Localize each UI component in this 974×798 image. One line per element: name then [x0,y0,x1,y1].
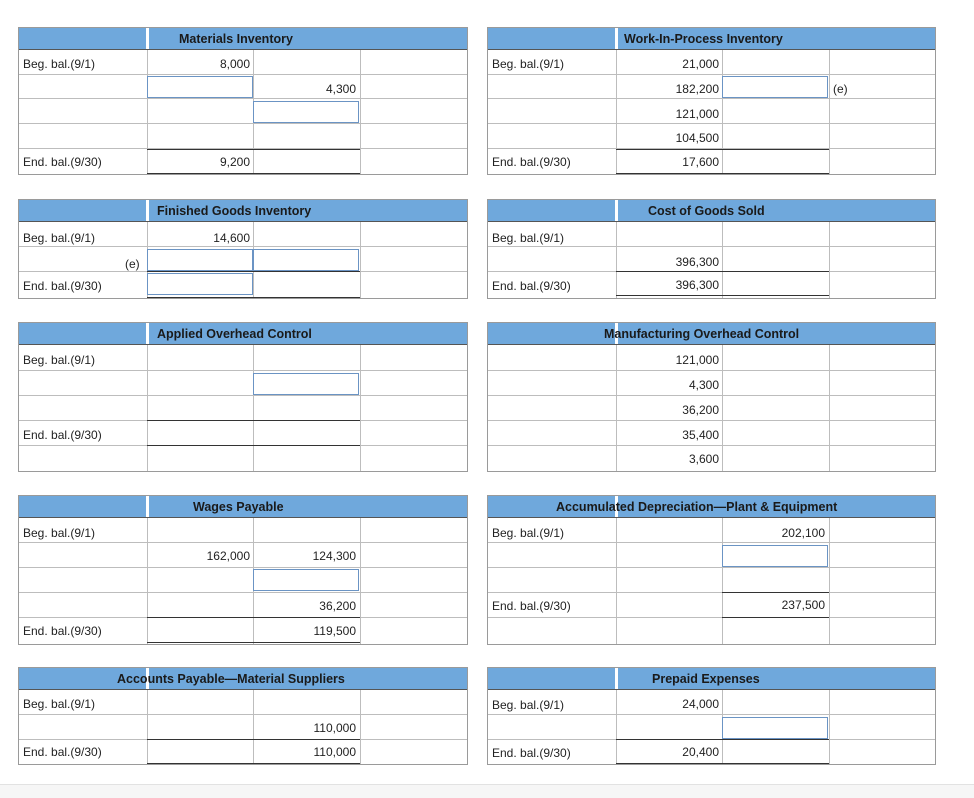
debit-value-3: 36,200 [682,403,719,417]
debit-entry-input[interactable] [147,76,253,98]
entry-marker: (e) [125,257,140,271]
end-bal-value: 237,500 [781,598,825,612]
credit-value: 110,000 [313,721,356,735]
credit-entry-input[interactable] [722,545,828,567]
end-bal-input[interactable] [147,273,253,295]
applied-overhead-control-account [18,322,468,472]
account-title: Accumulated Depreciation—Plant & Equipment [556,500,838,514]
credit-value-1: 124,300 [312,549,356,563]
end-bal-label: End. bal.(9/30) [23,279,102,293]
account-title: Wages Payable [193,500,284,514]
debit-value-4: 104,500 [675,131,719,145]
account-title: Materials Inventory [179,32,293,46]
end-bal-label: End. bal.(9/30) [492,155,571,169]
debit-value-2: 182,200 [675,82,719,96]
credit-value: 4,300 [325,82,356,96]
cost-of-goods-sold-account [487,199,936,299]
beg-bal-value: 202,100 [781,526,825,540]
account-title: Finished Goods Inventory [157,204,312,218]
account-title: Work-In-Process Inventory [624,32,783,46]
credit-value-2: 36,200 [319,599,356,613]
debit-value-4: 35,400 [682,428,719,442]
entry-marker: (e) [833,82,848,96]
debit-value: 162,000 [206,549,250,563]
bottom-scroll-area [0,784,974,798]
beg-bal-label: Beg. bal.(9/1) [23,697,96,711]
credit-entry-input[interactable] [253,249,359,271]
debit-value-3: 121,000 [675,107,719,121]
wages-payable-account [18,495,468,645]
end-bal-value: 110,000 [313,745,356,759]
credit-entry-input[interactable] [253,569,359,591]
account-title: Accounts Payable—Material Suppliers [117,672,345,686]
beg-bal-label: Beg. bal.(9/1) [492,57,565,71]
debit-value-1: 21,000 [682,57,719,71]
end-bal-label: End. bal.(9/30) [23,624,102,638]
accounts-payable-material-suppliers-account [18,667,468,765]
end-bal-value: 17,600 [682,155,719,169]
account-title: Prepaid Expenses [652,672,760,686]
prepaid-expenses-account [487,667,936,765]
beg-bal-label: Beg. bal.(9/1) [492,526,565,540]
end-bal-label: End. bal.(9/30) [492,746,571,760]
end-bal-value: 9,200 [219,155,250,169]
work-in-process-inventory-account [487,27,936,175]
manufacturing-overhead-control-account [487,322,936,472]
debit-entry-input[interactable] [147,249,253,271]
account-title: Applied Overhead Control [157,327,312,341]
debit-value: 396,300 [675,255,719,269]
materials-inventory-account [18,27,468,175]
beg-bal-label: Beg. bal.(9/1) [23,526,96,540]
beg-bal-label: Beg. bal.(9/1) [23,353,96,367]
end-bal-value: 396,300 [675,278,719,292]
end-bal-label: End. bal.(9/30) [492,279,571,293]
end-bal-label: End. bal.(9/30) [23,155,102,169]
beg-bal-label: Beg. bal.(9/1) [23,57,96,71]
account-title: Cost of Goods Sold [648,204,765,218]
credit-entry-input[interactable] [253,101,359,123]
end-bal-value: 119,500 [313,624,356,638]
beg-bal-value: 24,000 [682,697,719,711]
debit-value-2: 4,300 [688,378,719,392]
accumulated-depreciation-account [487,495,936,645]
end-bal-label: End. bal.(9/30) [23,745,102,759]
account-title: Manufacturing Overhead Control [604,327,800,341]
debit-value-5: 3,600 [688,452,719,466]
credit-entry-input[interactable] [722,76,828,98]
end-bal-label: End. bal.(9/30) [23,428,102,442]
end-bal-label: End. bal.(9/30) [492,599,571,613]
beg-bal-label: Beg. bal.(9/1) [492,231,565,245]
end-bal-value: 20,400 [682,745,719,759]
beg-bal-label: Beg. bal.(9/1) [492,698,565,712]
finished-goods-inventory-account [18,199,468,299]
beg-bal-value: 8,000 [219,57,250,71]
credit-entry-input[interactable] [722,717,828,739]
debit-value-1: 121,000 [675,353,719,367]
beg-bal-label: Beg. bal.(9/1) [23,231,96,245]
beg-bal-value: 14,600 [213,231,250,245]
credit-entry-input[interactable] [253,373,359,395]
